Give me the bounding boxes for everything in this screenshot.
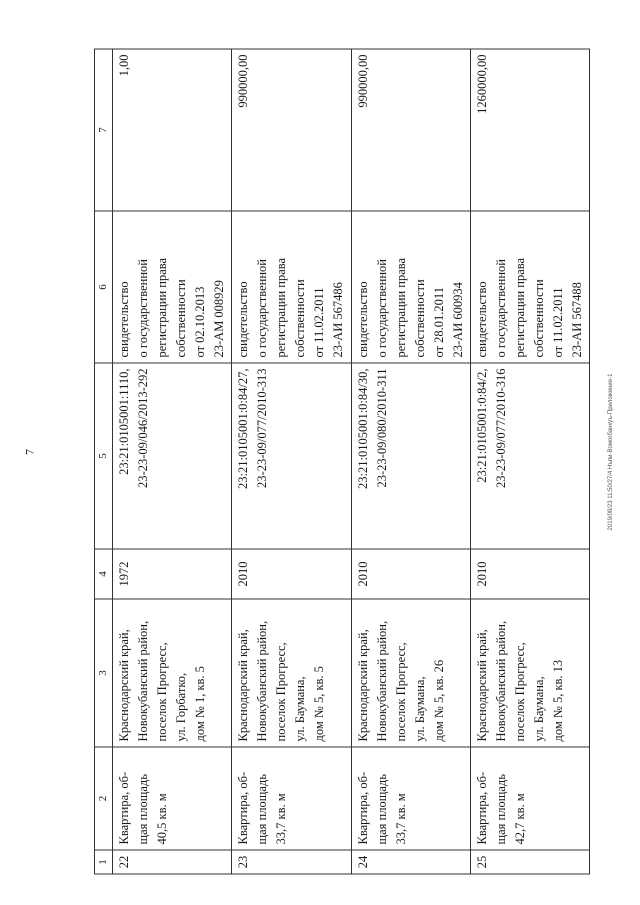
cell-document-line: свидетельство [236, 281, 251, 358]
cell-address-line: Краснодарский край, [236, 629, 251, 742]
cell-cadastral [232, 363, 351, 549]
cell-document-line: от 11.02.2011 [312, 287, 327, 358]
cell-document-line: от 28.01.2011 [431, 287, 446, 358]
cell-address-line: поселок Прогресс, [155, 642, 169, 742]
cell-document [470, 211, 589, 363]
cell-object-line: 33,7 кв. м [274, 793, 289, 845]
cell-price: 990000,00 [232, 49, 351, 211]
cell-address-line: дом № 5, кв. 26 [431, 659, 446, 742]
column-header: 4 [95, 549, 113, 599]
cell-cadastral-line: 23-23-09/077/2010-313 [255, 368, 270, 488]
cell-address-line: поселок Прогресс, [274, 642, 289, 742]
column-header: 5 [95, 363, 113, 549]
page-number: 7 [22, 449, 37, 455]
cell-cadastral [351, 363, 470, 549]
cell-document-line: о государственной [255, 259, 270, 358]
cell-cadastral-line: 23:21:0105001:0:84/2, [474, 368, 489, 483]
cell-document-line: от 02.10.2013 [193, 286, 207, 358]
cell-address-line: поселок Прогресс, [512, 642, 527, 742]
cell-price: 1260000,00 [470, 49, 589, 211]
cell-document-line: о государственной [374, 259, 389, 358]
property-table [94, 49, 590, 875]
table-body [95, 49, 590, 874]
cell-cadastral-line: 23:21:0105001:1110, [117, 368, 131, 475]
cell-price: 990000,00 [351, 49, 470, 211]
cell-document-line: о государственной [493, 259, 508, 358]
column-header: 6 [95, 211, 113, 363]
cell-object [113, 747, 232, 850]
cell-document [113, 211, 232, 363]
cell-document-line: регистрации права [512, 257, 527, 358]
cell-cadastral-line: 23:21:0105001:0:84/30, [355, 368, 370, 489]
column-header: 7 [95, 49, 113, 211]
cell-document-line: собственности [412, 279, 427, 358]
cell-object-line: Квартира, об- [236, 771, 251, 845]
cell-address [232, 599, 351, 747]
cell-document-line: собственности [531, 279, 546, 358]
cell-cadastral-line: 23-23-09/080/2010-311 [374, 368, 389, 488]
cell-year: 1972 [113, 549, 232, 599]
cell-document-line: собственности [293, 279, 308, 358]
cell-address-line: Новокубанский район, [255, 620, 270, 742]
cell-address-line: Новокубанский район, [374, 620, 389, 742]
cell-number: 23 [232, 850, 351, 874]
table-row [113, 49, 232, 874]
cell-document-line: 23-АИ 567486 [331, 282, 346, 358]
cell-address-line: Новокубанский район, [136, 620, 150, 742]
cell-object-line: Квартира, об- [355, 771, 370, 845]
cell-address-line: ул. Баумана, [531, 676, 546, 742]
cell-year: 2010 [351, 549, 470, 599]
cell-document-line: свидетельство [355, 281, 370, 358]
cell-number: 22 [113, 850, 232, 874]
cell-document-line: свидетельство [474, 281, 489, 358]
cell-address-line: Краснодарский край, [117, 629, 131, 742]
cell-year: 2010 [470, 549, 589, 599]
cell-price: 1,00 [113, 49, 232, 211]
column-header: 3 [95, 599, 113, 747]
cell-document-line: 23-АИ 567488 [569, 282, 584, 358]
cell-object-line: Квартира, об- [117, 771, 131, 845]
cell-address-line: ул. Баумана, [412, 676, 427, 742]
cell-cadastral [113, 363, 232, 549]
table-row [470, 49, 589, 874]
cell-document-line: о государственной [136, 259, 150, 358]
cell-document-line: собственности [174, 279, 188, 358]
cell-document-line: от 11.02.2011 [550, 287, 565, 358]
cell-object-line: Квартира, об- [474, 771, 489, 845]
cell-address-line: дом № 5, кв. 5 [312, 666, 327, 742]
cell-cadastral-line: 23-23-09/077/2010-316 [493, 368, 508, 488]
cell-document-line: свидетельство [117, 281, 131, 358]
side-stamp: 2019/08/23 11:50/27/4 Нъпи-Вомогбанкуъ-Приложение-1 [608, 373, 614, 531]
table-row [351, 49, 470, 874]
cell-address-line: Краснодарский край, [474, 629, 489, 742]
cell-document-line: 23-АМ 008929 [212, 280, 226, 358]
cell-address-line: Краснодарский край, [355, 629, 370, 742]
cell-cadastral-line: 23:21:0105001:0:84/27, [236, 368, 251, 489]
cell-number: 25 [470, 850, 589, 874]
cell-object-line: щая площадь [255, 774, 270, 845]
cell-object [232, 747, 351, 850]
rotated-table-wrapper [94, 50, 590, 875]
cell-object-line: щая площадь [493, 774, 508, 845]
column-header: 1 [95, 850, 113, 874]
column-header: 2 [95, 747, 113, 850]
cell-object-line: 40,5 кв. м [155, 793, 169, 845]
header-row [95, 49, 113, 874]
cell-address [470, 599, 589, 747]
cell-address-line: ул. Баумана, [293, 676, 308, 742]
cell-document-line: 23-АИ 600934 [450, 282, 465, 358]
cell-address-line: поселок Прогресс, [393, 642, 408, 742]
cell-object [470, 747, 589, 850]
cell-address [113, 599, 232, 747]
cell-cadastral [470, 363, 589, 549]
cell-object [351, 747, 470, 850]
cell-year: 2010 [232, 549, 351, 599]
cell-object-line: 33,7 кв. м [393, 793, 408, 845]
cell-address-line: Новокубанский район, [493, 620, 508, 742]
cell-object-line: 42,7 кв. м [512, 793, 527, 845]
cell-document-line: регистрации права [393, 257, 408, 358]
cell-address-line: дом № 5, кв. 13 [550, 659, 565, 742]
cell-cadastral-line: 23-23-09/046/2013-292 [136, 368, 150, 488]
cell-address-line: ул. Горбатко, [174, 672, 188, 742]
cell-address [351, 599, 470, 747]
cell-number: 24 [351, 850, 470, 874]
cell-object-line: щая площадь [136, 774, 150, 845]
cell-document [351, 211, 470, 363]
cell-object-line: щая площадь [374, 774, 389, 845]
cell-document-line: регистрации права [155, 257, 169, 358]
cell-address-line: дом № 1, кв. 5 [193, 666, 207, 742]
cell-document-line: регистрации права [274, 257, 289, 358]
table-row [232, 49, 351, 874]
cell-document [232, 211, 351, 363]
